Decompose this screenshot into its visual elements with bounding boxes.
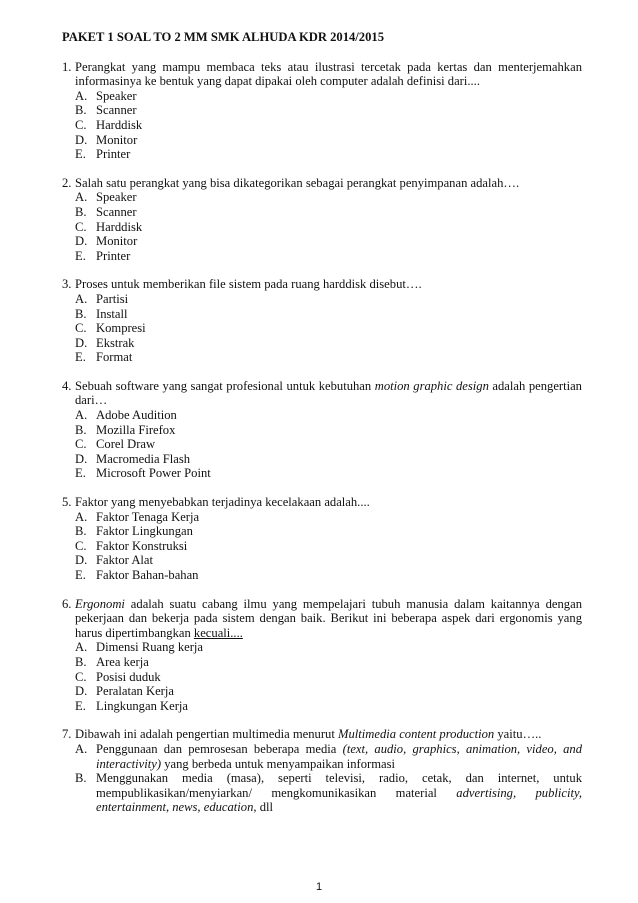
option-text: Printer [96,147,131,162]
question-text-italic: motion graphic design [374,378,489,393]
option-letter: A. [75,291,88,306]
option-letter: E. [75,466,86,481]
option-text: Harddisk [96,117,143,132]
option-text: Peralatan Kerja [96,684,174,699]
option-text: Format [96,350,133,365]
option-letter: A. [75,741,88,756]
question-number: 6. [62,596,72,611]
question-text: Salah satu perangkat yang bisa dikategorikan sebagai perangkat penyimpanan adalah…. [75,175,520,190]
option-text-part: Menggunakan media (masa), seperti televisi, radio, cetak, dan internet, untuk mempublikasikan/menyiarkan/ mengkomunikasikan material [96,771,582,800]
option-text: Lingkungan Kerja [96,698,188,713]
option-item [75,510,582,525]
question-1 [62,60,582,89]
option-text: Printer [96,248,131,263]
question-text: Perangkat yang mampu membaca teks atau ilustrasi tercetak pada kertas dan menterjemahkan informasinya ke bentuk yang dapat dipakai oleh computer adalah definisi dari.... [75,59,582,89]
option-item [75,771,582,815]
page-number: 1 [315,881,323,893]
question-text [75,597,582,641]
option-item [75,655,582,670]
question-number: 4. [62,378,72,393]
option-letter: D. [75,451,88,466]
option-item [75,568,582,583]
option-item [75,684,582,699]
option-item [75,524,582,539]
option-item [75,220,582,235]
question-text-part: adalah suatu cabang ilmu yang mempelajari tubuh manusia dalam kaitannya dengan pekerjaan dan bekerja pada sistem dengan baik. Berikut ini beberapa aspek dari ergonomis yang harus dipertimbangkan [75,596,582,640]
option-letter: B. [75,771,87,786]
option-text: Kompresi [96,321,146,336]
option-letter: D. [75,553,88,568]
options-list [62,190,582,263]
option-text [96,742,582,771]
option-item [75,133,582,148]
option-text: Scanner [96,103,137,118]
option-letter: D. [75,234,88,249]
question-text-italic: Multimedia content production [338,727,495,742]
option-text: Dimensi Ruang kerja [96,640,204,655]
question-text: Proses untuk memberikan file sistem pada ruang harddisk disebut…. [75,277,422,292]
option-item [75,89,582,104]
option-letter: C. [75,321,87,336]
question-number: 3. [62,277,72,292]
option-text: Corel Draw [96,437,156,452]
options-list [62,640,582,713]
option-letter: B. [75,204,87,219]
option-letter: B. [75,306,87,321]
question-text-part: Dibawah ini adalah pengertian multimedia menurut [75,727,338,742]
option-item [75,205,582,220]
question-6 [62,597,582,641]
option-text: Adobe Audition [96,408,177,423]
option-letter: C. [75,219,87,234]
options-list [62,89,582,162]
question-text [75,379,582,408]
option-item [75,553,582,568]
options-list [62,510,582,583]
option-text: Ekstrak [96,335,135,350]
option-letter: D. [75,684,88,699]
option-text: Harddisk [96,219,143,234]
option-item [75,408,582,423]
question-number: 2. [62,175,72,190]
question-number: 7. [62,727,72,742]
option-letter: A. [75,190,88,205]
option-text-part: , dll [253,800,273,815]
option-item [75,147,582,162]
options-list [62,292,582,365]
option-text: Faktor Bahan-bahan [96,568,199,582]
question-text: Faktor yang menyebabkan terjadinya kecelakaan adalah.... [75,495,370,510]
option-letter: B. [75,103,87,118]
option-text: Faktor Konstruksi [96,538,188,553]
option-item [75,190,582,205]
option-text-italic: advertising, publicity, entertainment, news, education [96,785,583,815]
option-text-part: Penggunaan dan pemrosesan beberapa media [96,741,343,756]
option-item [75,437,582,452]
question-number: 1. [62,59,72,74]
option-item [75,103,582,118]
option-text: Mozilla Firefox [96,422,176,437]
option-item [75,670,582,685]
document-page [62,30,582,829]
option-item [75,699,582,714]
option-item [75,118,582,133]
option-text: Speaker [96,88,137,103]
option-item [75,292,582,307]
option-text: Monitor [96,234,138,249]
option-letter: C. [75,538,87,553]
option-item [75,307,582,322]
option-item [75,336,582,351]
option-letter: B. [75,524,87,539]
option-letter: D. [75,335,88,350]
option-text-italic: (text, audio, graphics, animation, video, and interactivity) [96,741,582,771]
option-letter: E. [75,568,86,582]
question-text-underline: kecuali.... [193,625,243,640]
option-letter: C. [75,669,87,684]
option-item [75,452,582,467]
option-letter: A. [75,408,88,423]
question-text-part: Sebuah software yang sangat profesional untuk kebutuhan [75,378,375,393]
option-text: Partisi [96,291,129,306]
question-5 [62,495,582,510]
option-letter: E. [75,350,86,365]
option-text: Faktor Alat [96,553,154,568]
option-letter: A. [75,509,88,524]
option-item [75,539,582,554]
question-text-part: adalah pengertian dari… [75,378,582,408]
option-item [75,466,582,481]
options-list [62,408,582,481]
option-letter: E. [75,698,86,713]
option-item [75,640,582,655]
option-text: Microsoft Power Point [96,466,211,481]
option-text: Monitor [96,132,138,147]
option-text: Scanner [96,204,137,219]
question-number: 5. [62,495,72,510]
option-text: Install [96,306,128,321]
document-title: PAKET 1 SOAL TO 2 MM SMK ALHUDA KDR 2014/2015 [62,30,384,44]
question-4 [62,379,582,408]
option-letter: D. [75,132,88,147]
options-list [62,742,582,815]
question-7 [62,727,582,742]
question-text-italic: Ergonomi [75,596,125,611]
option-letter: C. [75,437,87,452]
option-text: Macromedia Flash [96,451,191,466]
option-text: Faktor Tenaga Kerja [96,509,200,524]
option-letter: C. [75,117,87,132]
option-text-part: yang berbeda untuk menyampaikan informasi [161,756,396,771]
option-letter: E. [75,147,86,162]
option-item [75,234,582,249]
question-text-part: yaitu….. [494,727,542,742]
option-letter: A. [75,88,88,103]
question-2 [62,176,582,191]
option-text: Faktor Lingkungan [96,524,193,539]
question-text [75,727,582,742]
option-item [75,742,582,771]
option-item [75,350,582,365]
option-letter: B. [75,422,87,437]
option-item [75,321,582,336]
option-text [96,771,582,815]
option-letter: A. [75,640,88,655]
option-text: Speaker [96,190,137,205]
option-text: Posisi duduk [96,669,161,684]
option-item [75,423,582,438]
option-item [75,249,582,264]
option-letter: B. [75,654,87,669]
option-text: Area kerja [96,654,149,669]
option-letter: E. [75,248,86,263]
question-3 [62,277,582,292]
